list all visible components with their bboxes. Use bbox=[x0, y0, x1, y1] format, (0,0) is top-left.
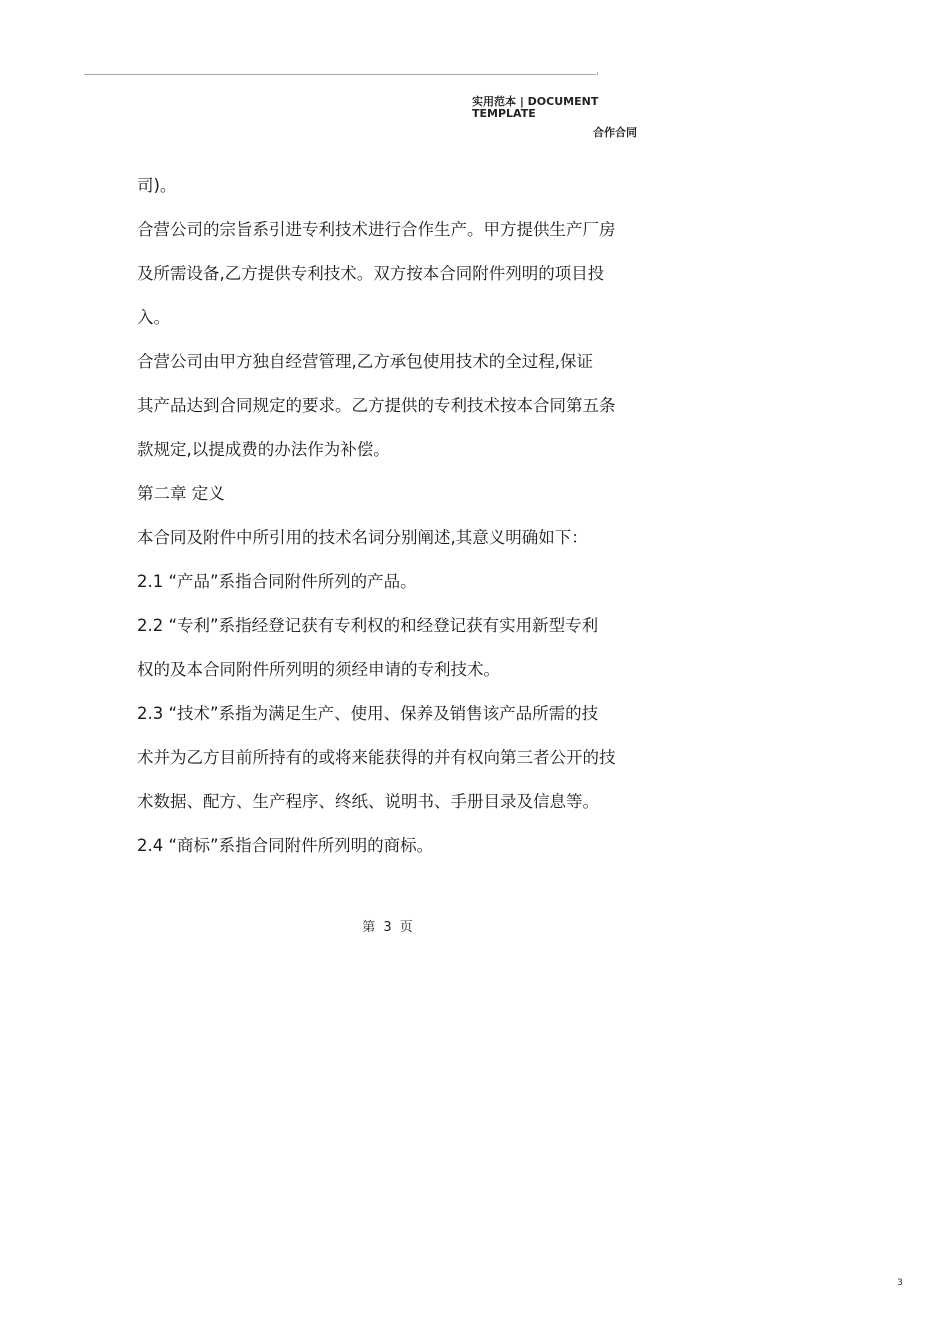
document-body bbox=[137, 168, 657, 872]
body-line: 术并为乙方目前所持有的或将来能获得的并有权向第三者公开的技 bbox=[137, 748, 616, 767]
chapter-heading: 第二章 定义 bbox=[137, 484, 225, 503]
definition-item: 2.3 “技术”系指为满足生产、使用、保养及销售该产品所需的技 bbox=[137, 704, 599, 723]
header-rule bbox=[84, 74, 596, 75]
definition-item: 2.4 “商标”系指合同附件所列明的商标。 bbox=[137, 836, 434, 855]
body-line: 本合同及附件中所引用的技术名词分别阐述,其意义明确如下： bbox=[137, 528, 588, 547]
body-line: 入。 bbox=[137, 308, 170, 327]
page-number-label: 第 3 页 bbox=[362, 920, 413, 935]
body-line: 术数据、配方、生产程序、终纸、说明书、手册目录及信息等。 bbox=[137, 792, 599, 811]
definition-item: 2.2 “专利”系指经登记获有专利权的和经登记获有实用新型专利 bbox=[137, 616, 599, 635]
body-line: 司)。 bbox=[137, 176, 177, 195]
header-title: 合作合同 bbox=[593, 126, 637, 139]
body-line: 权的及本合同附件所列明的须经申请的专利技术。 bbox=[137, 660, 500, 679]
header-label: 实用范本 | DOCUMENT TEMPLATE bbox=[472, 95, 599, 120]
corner-page-number: 3 bbox=[897, 1278, 903, 1288]
body-line: 款规定,以提成费的办法作为补偿。 bbox=[137, 440, 390, 459]
body-line: 合营公司的宗旨系引进专利技术进行合作生产。甲方提供生产厂房 bbox=[137, 220, 616, 239]
body-line: 及所需设备,乙方提供专利技术。双方按本合同附件列明的项目投 bbox=[137, 264, 605, 283]
header-rule-end bbox=[594, 72, 598, 75]
body-line: 合营公司由甲方独自经营管理,乙方承包使用技术的全过程,保证 bbox=[137, 352, 593, 371]
body-line: 其产品达到合同规定的要求。乙方提供的专利技术按本合同第五条 bbox=[137, 396, 616, 415]
definition-item: 2.1 “产品”系指合同附件所列的产品。 bbox=[137, 572, 417, 591]
